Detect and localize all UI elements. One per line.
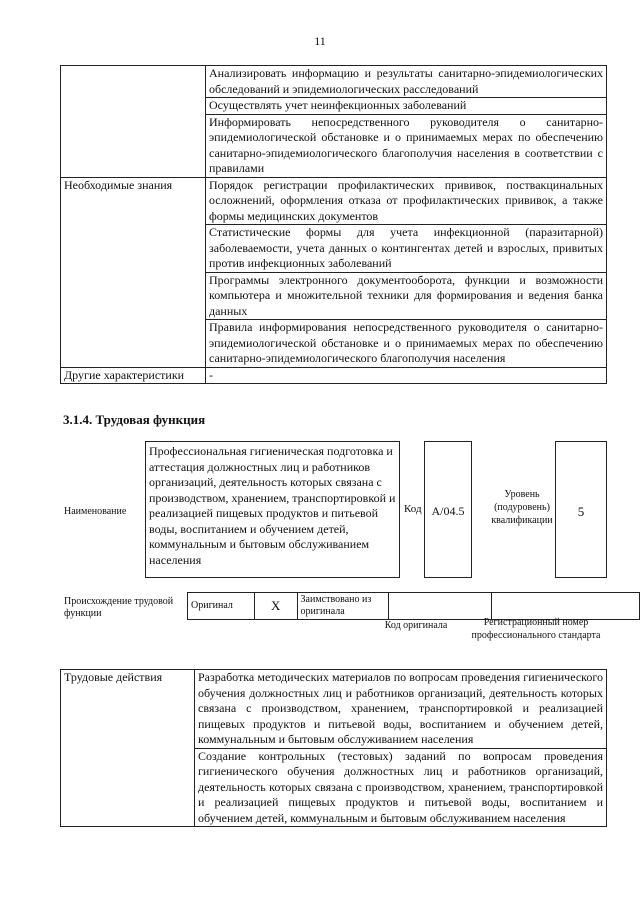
original-mark: X <box>254 593 297 620</box>
labor-actions-table <box>60 669 607 827</box>
labor-action-item: Создание контрольных (тестовых) заданий по вопросам проведения гигиенического обучения должностных лиц и работников организаций, деятельность которых связана с производством, хранением, транспортировкой и реализацией пищевых продуктов и питьевой воды, воспитанием и обучением детей, коммунальным и бытовым обслуживанием населения <box>195 748 607 827</box>
page-number: 11 <box>314 34 326 48</box>
function-code-box: A/04.5 <box>424 441 472 578</box>
skill-item: Анализировать информацию и результаты санитарно-эпидемиологических обследований и эпидемиологических расследований <box>206 66 607 98</box>
qualification-level-box: 5 <box>555 441 607 578</box>
knowledge-item: Программы электронного документооборота, функции и возможности компьютера и множительной техники для формирования и ведения банка данных <box>206 272 607 320</box>
section-heading: 3.1.4. Трудовая функция <box>63 412 206 427</box>
original-code-caption: Код оригинала <box>384 620 448 631</box>
registration-number-caption: Регистрационный номер профессионального стандарта <box>471 617 601 641</box>
name-label: Наименование <box>64 506 127 517</box>
knowledge-item: Правила информирования непосредственного руководителя о санитарно-эпидемиологической обстановке и о принимаемых мерах по обеспечению санитарно-эпидемиологического благополучия населения <box>206 320 607 368</box>
skill-item: Осуществлять учет неинфекционных заболеваний <box>206 98 607 115</box>
borrowed-label: Заимствовано из оригинала <box>297 593 389 620</box>
origin-label: Происхождение трудовой функции <box>64 596 174 619</box>
skills-knowledge-table <box>60 65 607 384</box>
function-name-box: Профессиональная гигиеническая подготовка и аттестация должностных лиц и работников организаций, деятельность которых связана с производством, хранением, транспортировкой и реализацией пищевых продуктов и питьевой воды, воспитанием и обучением детей, коммунальным и бытовым обслуживанием населения <box>145 441 400 578</box>
labor-actions-label: Трудовые действия <box>61 670 195 827</box>
knowledge-item: Статистические формы для учета инфекционной (паразитарной) заболеваемости, учета данных о контингентах детей и взрослых, привитых против инфекционных заболеваний <box>206 225 607 273</box>
original-label: Оригинал <box>188 593 255 620</box>
other-characteristics-value: - <box>206 367 607 384</box>
qualification-level-label: Уровень (подуровень) квалификации <box>491 489 553 526</box>
code-label: Код <box>404 503 422 515</box>
skill-item: Информировать непосредственного руководителя о санитарно-эпидемиологической обстановке и о принимаемых мерах по обеспечению санитарно-эпидемиологического благополучия населения в соответствии с правилами <box>206 114 607 177</box>
other-characteristics-label: Другие характеристики <box>61 367 206 384</box>
required-knowledge-label: Необходимые знания <box>61 177 206 367</box>
empty-label-cell <box>61 66 206 178</box>
knowledge-item: Порядок регистрации профилактических прививок, поствакцинальных осложнений, оформления отказа от профилактических прививок, а также формы медицинских документов <box>206 177 607 225</box>
labor-action-item: Разработка методических материалов по вопросам проведения гигиенического обучения должностных лиц и работников организаций, деятельность которых связана с производством, хранением, транспортировкой и реализацией пищевых продуктов и питьевой воды, воспитанием и обучением детей, коммунальным и бытовым обслуживанием населения <box>195 670 607 749</box>
